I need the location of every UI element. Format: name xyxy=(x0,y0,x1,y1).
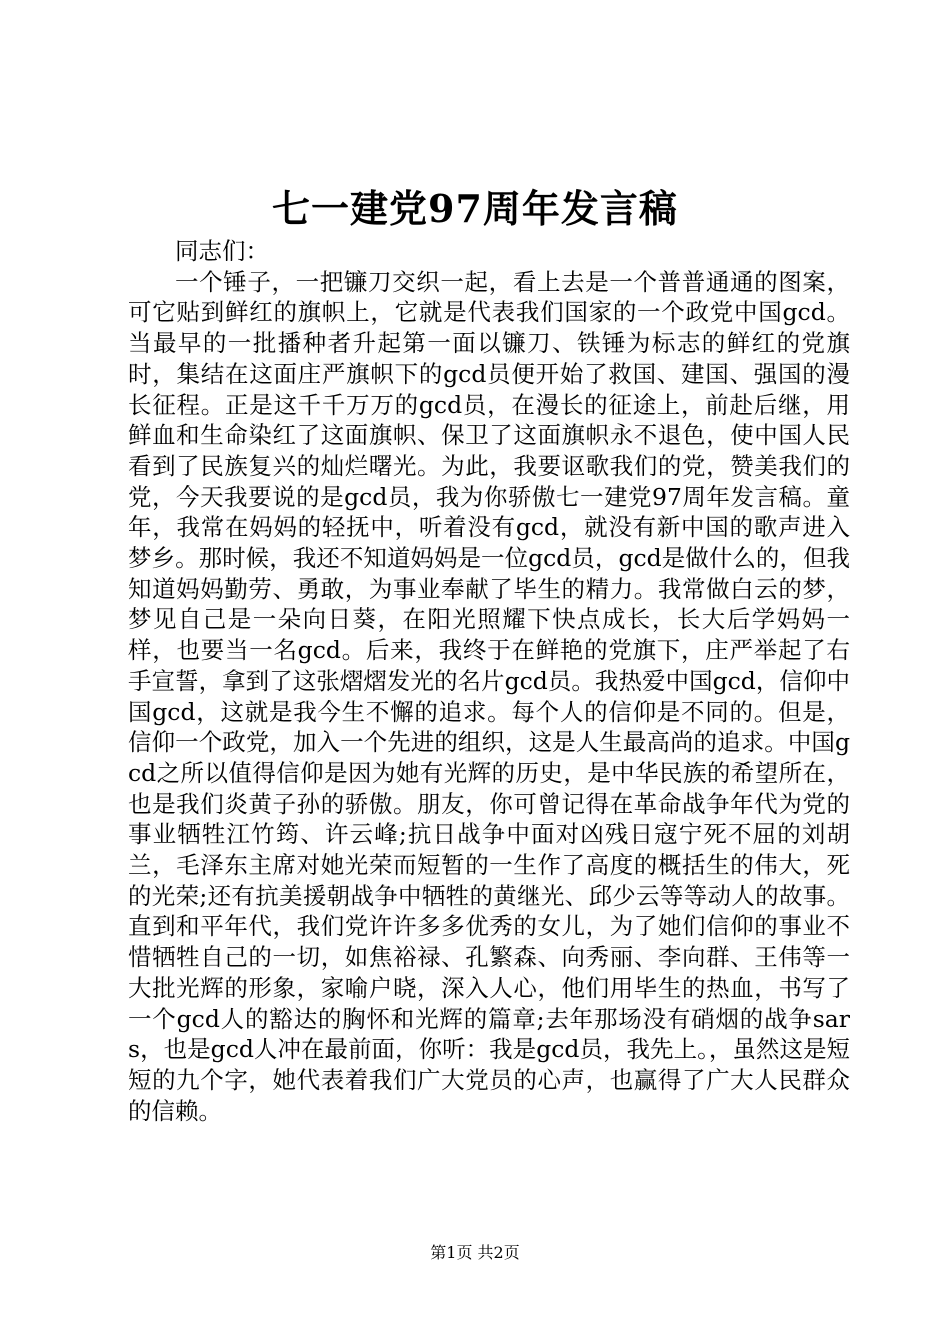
document-body xyxy=(128,236,850,1126)
page-footer: 第1页 共2页 xyxy=(430,1243,520,1262)
body-paragraph: 一个锤子，一把镰刀交织一起，看上去是一个普普通通的图案，可它贴到鲜红的旗帜上，它就是代表我们国家的一个政党中国gcd。当最早的一批播种者升起第一面以镰刀、铁锤为标志的鲜红的党旗时，集结在这面庄严旗帜下的gcd员便开始了救国、建国、强国的漫长征程。正是这千千万万的gcd员，在漫长的征途上，前赴后继，用鲜血和生命染红了这面旗帜、保卫了这面旗帜永不退色，使中国人民看到了民族复兴的灿烂曙光。为此，我要讴歌我们的党，赞美我们的党，今天我要说的是gcd员，我为你骄傲七一建党97周年发言稿。童年，我常在妈妈的轻抚中，听着没有gcd，就没有新中国的歌声进入梦乡。那时候，我还不知道妈妈是一位gcd员，gcd是做什么的，但我知道妈妈勤劳、勇敢，为事业奉献了毕生的精力。我常做白云的梦，梦见自己是一朵向日葵，在阳光照耀下快点成长，长大后学妈妈一样，也要当一名gcd。后来，我终于在鲜艳的党旗下，庄严举起了右手宣誓，拿到了这张熠熠发光的名片gcd员。我热爱中国gcd，信仰中国gcd，这就是我今生不懈的追求。每个人的信仰是不同的。但是，信仰一个政党，加入一个先进的组织，这是人生最高尚的追求。中国gcd之所以值得信仰是因为她有光辉的历史，是中华民族的希望所在，也是我们炎黄子孙的骄傲。朋友，你可曾记得在革命战争年代为党的事业牺牲江竹筠、许云峰;抗日战争中面对凶残日寇宁死不屈的刘胡兰，毛泽东主席对她光荣而短暂的一生作了高度的概括生的伟大，死的光荣;还有抗美援朝战争中牺牲的黄继光、邱少云等等动人的故事。直到和平年代，我们党许许多多优秀的女儿，为了她们信仰的事业不惜牺牲自己的一切，如焦裕禄、孔繁森、向秀丽、李向群、王伟等一大批光辉的形象，家喻户晓，深入人心，他们用毕生的热血，书写了一个gcd人的豁达的胸怀和光辉的篇章;去年那场没有硝烟的战争sars，也是gcd人冲在最前面，你听：我是gcd员，我先上。，虽然这是短短的九个字，她代表着我们广大党员的心声，也赢得了广大人民群众的信赖。 xyxy=(128,267,850,1125)
document-title: 七一建党97周年发言稿 xyxy=(272,186,678,231)
salutation: 同志们： xyxy=(175,237,269,265)
